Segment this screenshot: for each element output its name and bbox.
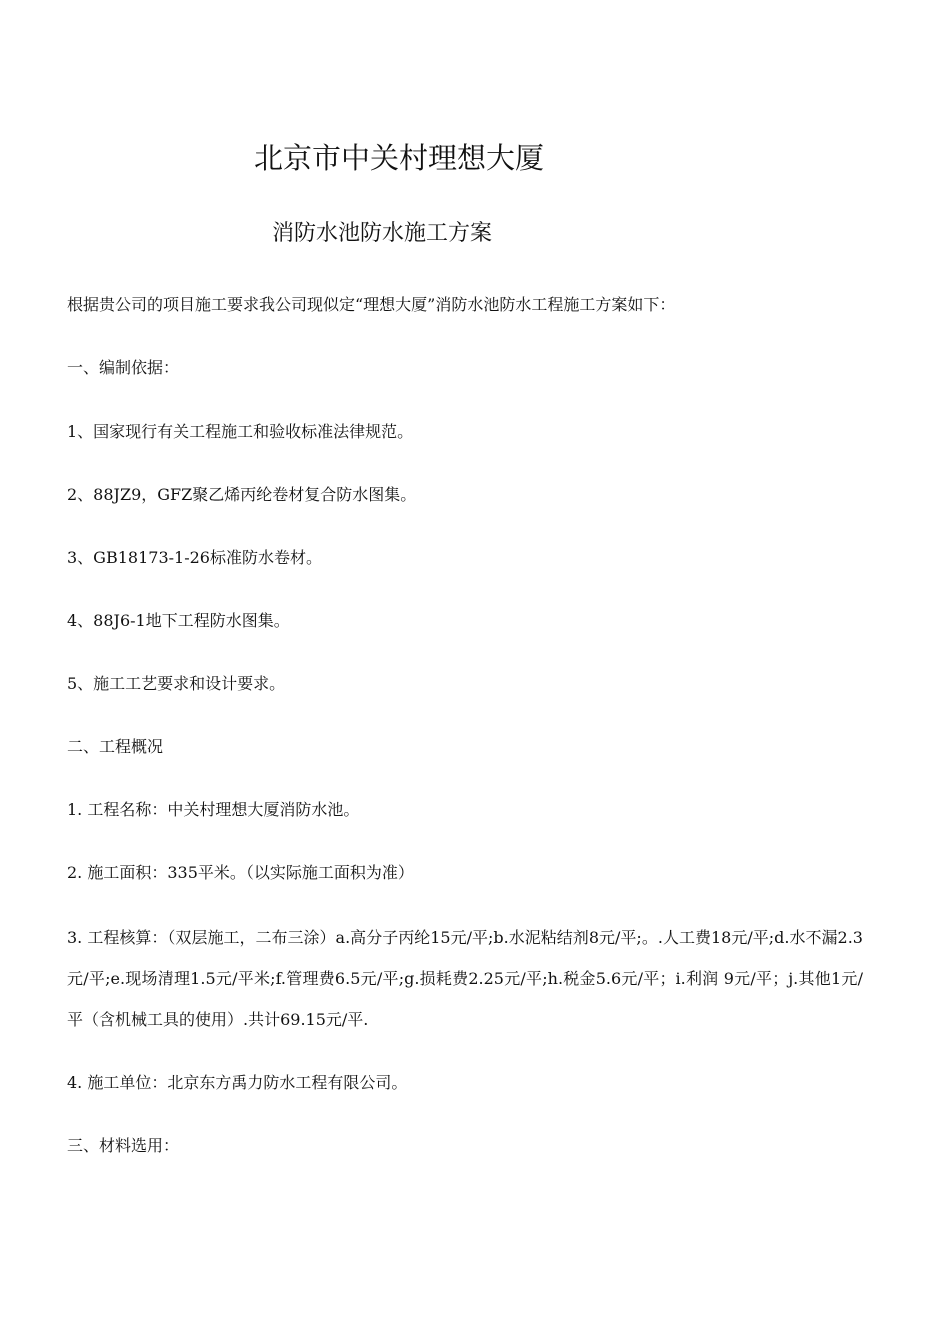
section-heading-basis: 一、编制依据： [67,358,180,377]
section-heading-materials: 三、材料选用： [67,1136,180,1155]
basis-item-3: 3、GB18173-1-26标准防水卷材。 [67,548,322,567]
overview-item-contractor: 4. 施工单位：北京东方禹力防水工程有限公司。 [67,1073,408,1092]
overview-item-area: 2. 施工面积：335平米。（以实际施工面积为准） [67,863,414,882]
basis-item-5: 5、施工工艺要求和设计要求。 [67,674,286,693]
basis-item-2: 2、88JZ9，GFZ聚乙烯丙纶卷材复合防水图集。 [67,485,417,504]
basis-item-1: 1、国家现行有关工程施工和验收标准法律规范。 [67,422,414,441]
document-title: 北京市中关村理想大厦 [254,141,545,175]
section-heading-overview: 二、工程概况 [67,737,164,756]
basis-item-4: 4、88J6-1地下工程防水图集。 [67,611,290,630]
overview-item-cost: 3. 工程核算：（双层施工，二布三涂）a.高分子丙纶15元/平;b.水泥粘结剂8元/平;。.人工费18元/平;d.水不漏2.3元/平;e.现场清理1.5元/平米;f.管理费6.5元/平;g.损耗费2.25元/平;h.税金5.6元/平；i.利润 9元/平；j.其他1元/平（含机械工具的使用）.共计69.15元/平. [67,928,863,1029]
overview-item-name: 1. 工程名称：中关村理想大厦消防水池。 [67,800,360,819]
intro-paragraph: 根据贵公司的项目施工要求我公司现似定“理想大厦”消防水池防水工程施工方案如下： [67,295,676,314]
document-subtitle: 消防水池防水施工方案 [272,221,493,246]
